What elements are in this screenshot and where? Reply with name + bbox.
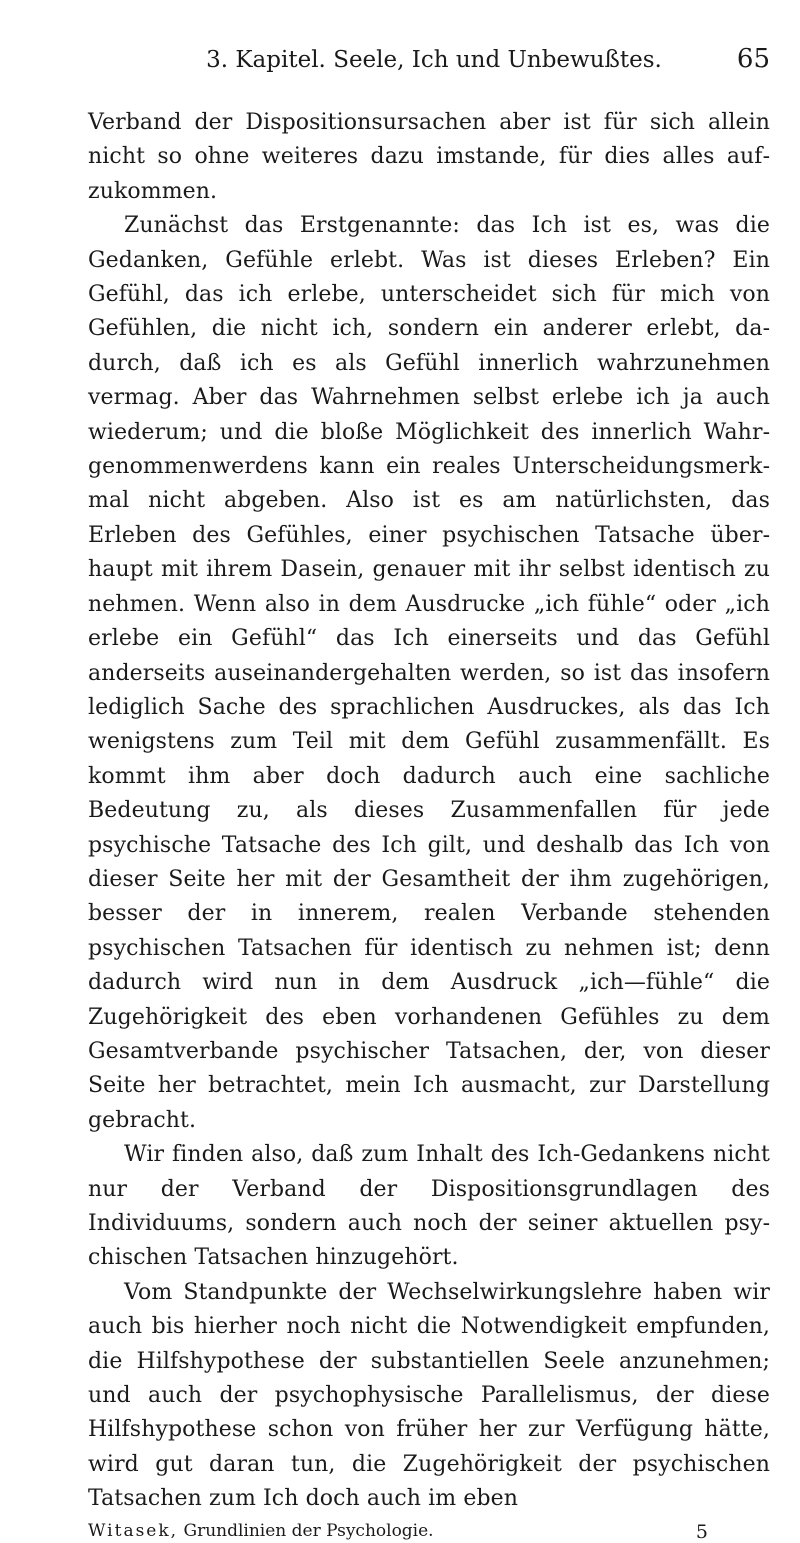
paragraph-wechselwirkung: Vom Standpunkte der Wechselwirkungslehre haben wir auch bis hierher noch nicht die Notwendigkeit empfunden, die Hilfshypothese der substantiellen Seele anzunehmen; und auch der psychophysische Parallelismus, der diese Hilfshypothese schon von früher her zur Verfügung hätte, wird gut daran tun, die Zugehörigkeit der psychischen Tatsachen zum Ich doch auch im eben	[88, 1279, 770, 1512]
footer-credit	[88, 1521, 434, 1543]
chapter-title: Seele, Ich und Unbewußtes.	[333, 47, 662, 73]
footer-signature-line	[88, 1521, 770, 1543]
book-page	[88, 44, 770, 1543]
paragraph-continuation: Verband der Dispositionsursachen aber ist für sich allein nicht so ohne weiteres dazu imstande, für dies alles aufzukommen.	[88, 110, 770, 204]
chapter-label: 3. Kapitel.	[206, 47, 326, 73]
paragraph-ich-gedanken: Wir finden also, daß zum Inhalt des Ich-Gedankens nicht nur der Verband der Dispositionsgrundlagen des Individuums, sondern auch noch der seiner aktuellen psychischen Tatsachen hinzugehört.	[88, 1142, 770, 1271]
page-number: 65	[736, 44, 770, 74]
running-head	[88, 44, 770, 92]
signature-number: 5	[695, 1520, 708, 1543]
footer-book-title: Grundlinien der Psychologie.	[183, 1520, 434, 1541]
running-head-title	[88, 47, 710, 73]
paragraph-ich-erleben: Zunächst das Erstgenannte: das Ich ist es, was die Gedanken, Gefühle erlebt. Was ist dieses Erleben? Ein Gefühl, das ich erlebe, unterscheidet sich für mich von Gefühlen, die nicht ich, sondern ein anderer erlebt, dadurch, daß ich es als Gefühl innerlich wahrzunehmen vermag. Aber das Wahrnehmen selbst erlebe ich ja auch wiederum; und die bloße Möglichkeit des innerlich Wahrgenommenwerdens kann ein reales Unterscheidungsmerkmal nicht abgeben. Also ist es am natürlichsten, das Erleben des Gefühles, einer psychischen Tatsache überhaupt mit ihrem Dasein, genauer mit ihr selbst identisch zu nehmen. Wenn also in dem Ausdrucke „ich fühle“ oder „ich erlebe ein Gefühl“ das Ich einerseits und das Gefühl anderseits auseinandergehalten werden, so ist das insofern lediglich Sache des sprachlichen Ausdruckes, als das Ich wenigstens zum Teil mit dem Gefühl zusammenfällt. Es kommt ihm aber doch dadurch auch eine sachliche Bedeutung zu, als dieses Zusammenfallen für jede psychische Tatsache des Ich gilt, und deshalb das Ich von dieser Seite her mit der Gesamtheit der ihm zugehörigen, besser der in innerem, realen Verbande stehenden psychischen Tatsachen für identisch zu nehmen ist; denn dadurch wird nun in dem Ausdruck „ich—fühle“ die Zugehörigkeit des eben vorhandenen Gefühles zu dem Gesamtverbande psychischer Tatsachen, der, von dieser Seite her betrachtet, mein Ich ausmacht, zur Darstellung gebracht.	[88, 213, 770, 1133]
footer-author: Witasek,	[88, 1520, 179, 1541]
body-text	[88, 106, 770, 1517]
